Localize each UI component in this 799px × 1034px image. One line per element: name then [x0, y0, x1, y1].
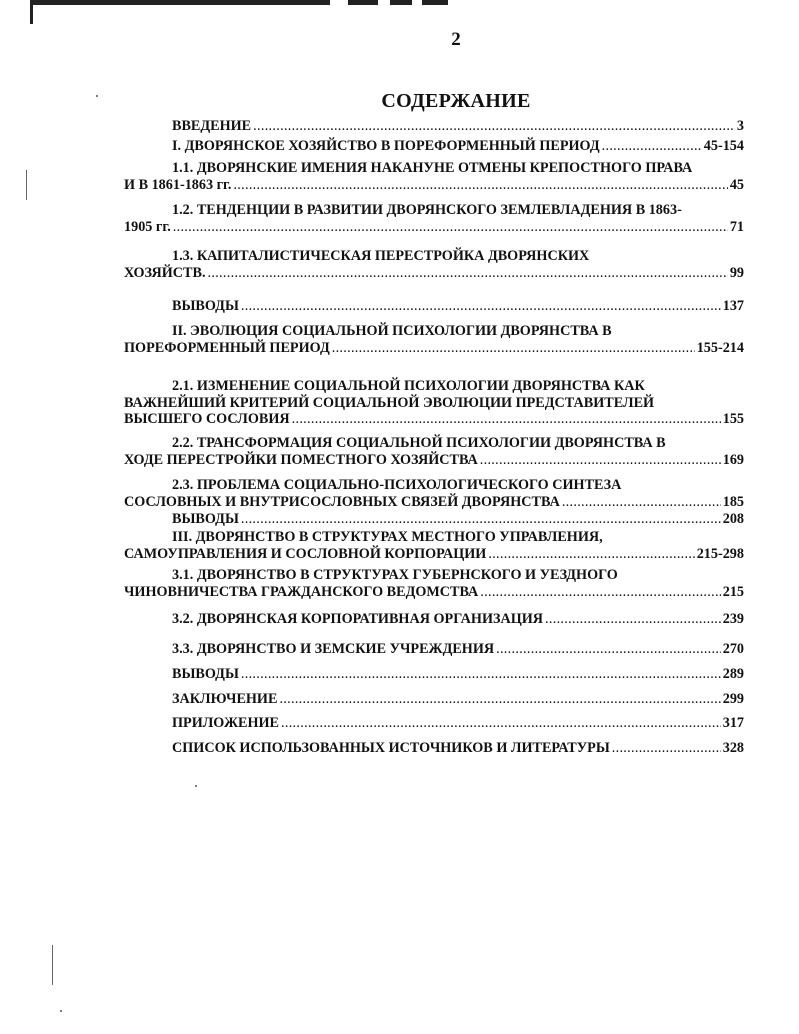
dot-leader: [332, 340, 695, 357]
toc-entry: [124, 160, 744, 193]
toc-entry-title: СОСЛОВНЫХ И ВНУТРИСОСЛОВНЫХ СВЯЗЕЙ ДВОРЯНСТВА: [124, 493, 560, 510]
toc-entry-title: ПРИЛОЖЕНИЕ: [172, 715, 280, 731]
toc-entry-title: СПИСОК ИСПОЛЬЗОВАННЫХ ИСТОЧНИКОВ И ЛИТЕРАТУРЫ: [172, 740, 610, 756]
toc-entry: [124, 740, 744, 757]
toc-entry-title: 2.1. ИЗМЕНЕНИЕ СОЦИАЛЬНОЙ ПСИХОЛОГИИ ДВОРЯНСТВА КАК: [172, 378, 645, 394]
toc-entry-title: ЧИНОВНИЧЕСТВА ГРАЖДАНСКОГО ВЕДОМСТВА: [124, 583, 479, 600]
toc-entry: [124, 691, 744, 708]
toc-entry: [124, 138, 744, 155]
toc-entry-page: 137: [722, 298, 744, 314]
scan-speck: [195, 785, 197, 787]
scan-mark: [26, 170, 27, 200]
toc-entry-page: 299: [722, 691, 744, 707]
toc-entry-title: И В 1861-1863 гг.: [124, 176, 232, 193]
toc-entry-title: САМОУПРАВЛЕНИЯ И СОСЛОВНОЙ КОРПОРАЦИИ: [124, 545, 487, 562]
dot-leader: [480, 452, 721, 469]
toc-entry-title: ВЫСШЕГО СОСЛОВИЯ: [124, 411, 290, 427]
scan-mark: [52, 945, 53, 985]
toc-entry: [124, 611, 744, 628]
toc-entry-title: ПОРЕФОРМЕННЫЙ ПЕРИОД: [124, 339, 330, 356]
toc-entry: [124, 477, 744, 510]
toc-entry: [124, 118, 744, 135]
dot-leader: [208, 265, 728, 282]
dot-leader: [488, 546, 694, 563]
toc-entry-title: ВАЖНЕЙШИЙ КРИТЕРИЙ СОЦИАЛЬНОЙ ЭВОЛЮЦИИ ПРЕДСТАВИТЕЛЕЙ: [124, 394, 655, 411]
page-title: СОДЕРЖАНИЕ: [381, 90, 531, 112]
toc-entry-title: ВВЕДЕНИЕ: [172, 118, 252, 134]
dot-leader: [253, 118, 735, 135]
toc-entry-page: 155-214: [696, 339, 744, 356]
dot-leader: [480, 584, 720, 601]
page-number: 2: [451, 29, 461, 50]
toc-entry-page: 99: [729, 264, 744, 281]
dot-leader: [612, 740, 721, 757]
dot-leader: [241, 511, 721, 528]
dot-leader: [241, 298, 721, 315]
toc-entry-title: ЗАКЛЮЧЕНИЕ: [172, 691, 278, 707]
toc-entry: [124, 435, 744, 468]
toc-entry-title: III. ДВОРЯНСТВО В СТРУКТУРАХ МЕСТНОГО УПРАВЛЕНИЯ,: [172, 529, 603, 545]
toc-entry-title: II. ЭВОЛЮЦИЯ СОЦИАЛЬНОЙ ПСИХОЛОГИИ ДВОРЯНСТВА В: [172, 323, 612, 339]
toc-entry-title: 1905 гг.: [124, 218, 171, 235]
dot-leader: [233, 177, 727, 194]
dot-leader: [281, 715, 721, 732]
toc-entry: [124, 298, 744, 315]
toc-entry: [124, 202, 744, 235]
toc-entry-title: 2.2. ТРАНСФОРМАЦИЯ СОЦИАЛЬНОЙ ПСИХОЛОГИИ ДВОРЯНСТВА В: [172, 435, 666, 451]
toc-entry-title: 1.3. КАПИТАЛИСТИЧЕСКАЯ ПЕРЕСТРОЙКА ДВОРЯНСКИХ: [172, 248, 590, 264]
toc-entry: [124, 715, 744, 732]
toc-entry-page: 239: [722, 611, 744, 627]
toc-entry-page: 215: [722, 583, 744, 600]
toc-entry-page: 328: [722, 740, 744, 756]
toc-entry-page: 3: [736, 118, 744, 134]
toc-entry-title: ВЫВОДЫ: [172, 666, 239, 682]
toc-entry-page: 45: [729, 176, 744, 193]
toc-entry: [124, 567, 744, 600]
toc-entry-title: ВЫВОДЫ: [172, 511, 239, 527]
dot-leader: [562, 494, 721, 511]
toc-entry-page: 215-298: [696, 545, 744, 562]
toc-entry: [124, 511, 744, 528]
dot-leader: [292, 411, 721, 428]
dot-leader: [496, 641, 721, 658]
toc-entry-page: 289: [722, 666, 744, 682]
toc-entry: [124, 323, 744, 356]
dot-leader: [173, 219, 728, 236]
toc-entry-title: 3.3. ДВОРЯНСТВО И ЗЕМСКИЕ УЧРЕЖДЕНИЯ: [172, 641, 495, 657]
toc-entry-title: 3.1. ДВОРЯНСТВО В СТРУКТУРАХ ГУБЕРНСКОГО И УЕЗДНОГО: [172, 567, 618, 583]
toc-entry-page: 71: [729, 218, 744, 235]
toc-entry-title: ХОДЕ ПЕРЕСТРОЙКИ ПОМЕСТНОГО ХОЗЯЙСТВА: [124, 451, 478, 468]
scan-artifact-top: [30, 0, 450, 7]
scan-speck: [60, 1010, 62, 1012]
toc-entry-page: 155: [722, 411, 744, 427]
toc-entry-title: ВЫВОДЫ: [172, 298, 239, 314]
toc-entry-page: 270: [722, 641, 744, 657]
dot-leader: [279, 691, 720, 708]
toc-entry: [124, 641, 744, 658]
toc-entry-page: 169: [722, 451, 744, 468]
toc-entry-page: 45-154: [703, 138, 744, 154]
toc-entry-page: 317: [722, 715, 744, 731]
toc-entry-title: ХОЗЯЙСТВ.: [124, 264, 206, 281]
toc-entry-title: 3.2. ДВОРЯНСКАЯ КОРПОРАТИВНАЯ ОРГАНИЗАЦИЯ: [172, 611, 544, 627]
dot-leader: [241, 666, 721, 683]
toc-entry-page: 208: [722, 511, 744, 527]
toc-entry-title: 1.2. ТЕНДЕНЦИИ В РАЗВИТИИ ДВОРЯНСКОГО ЗЕМЛЕВЛАДЕНИЯ В 1863-: [172, 202, 682, 218]
toc-entry: [124, 666, 744, 683]
toc-entry-title: 1.1. ДВОРЯНСКИЕ ИМЕНИЯ НАКАНУНЕ ОТМЕНЫ КРЕПОСТНОГО ПРАВА: [172, 160, 693, 176]
dot-leader: [602, 138, 702, 155]
toc-entry: [124, 378, 744, 428]
toc-entry-page: 185: [722, 493, 744, 510]
toc-entry-title: 2.3. ПРОБЛЕМА СОЦИАЛЬНО-ПСИХОЛОГИЧЕСКОГО СИНТЕЗА: [172, 477, 622, 493]
toc-entry: [124, 248, 744, 281]
toc-entry-title: I. ДВОРЯНСКОЕ ХОЗЯЙСТВО В ПОРЕФОРМЕННЫЙ ПЕРИОД: [172, 138, 600, 154]
toc-entry: [124, 529, 744, 562]
dot-leader: [545, 611, 721, 628]
